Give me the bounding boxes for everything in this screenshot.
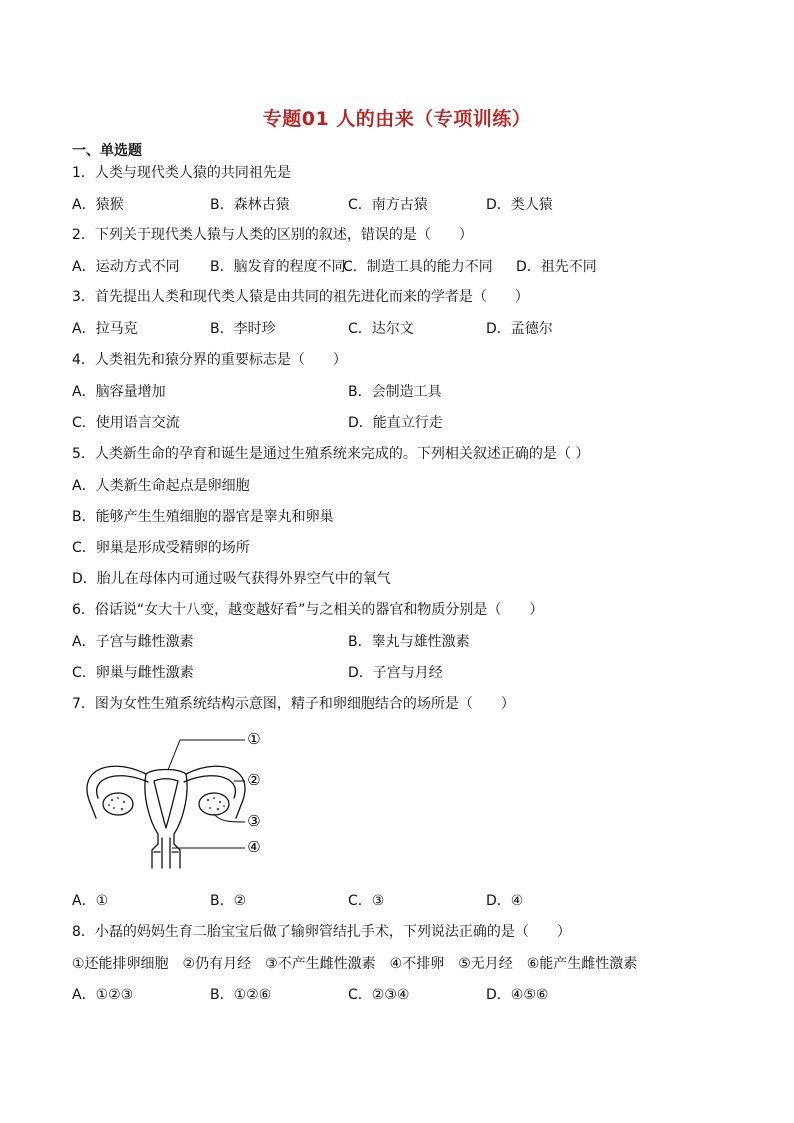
right-ovary xyxy=(199,793,229,815)
question-2-option-a[interactable]: A．运动方式不同 xyxy=(72,259,180,275)
diagram-label-3: ③ xyxy=(247,813,261,830)
question-8-statements: ①还能排卵细胞 ②仍有月经 ③不产生雌性激素 ④不排卵 ⑤无月经 ⑥能产生雌性激素 xyxy=(72,956,638,972)
question-3-option-a[interactable]: A．拉马克 xyxy=(72,321,138,337)
uterus-diagram-svg xyxy=(82,726,282,871)
question-6-option-d[interactable]: D．子宫与月经 xyxy=(348,665,443,681)
question-3-option-c[interactable]: C．达尔文 xyxy=(348,321,414,337)
female-reproductive-system-diagram xyxy=(82,726,282,875)
section-heading: 一、单选题 xyxy=(72,143,142,159)
left-ovary xyxy=(103,793,133,815)
question-5-option-b[interactable]: B．能够产生生殖细胞的器官是睾丸和卵巢 xyxy=(72,509,334,525)
question-1-option-a[interactable]: A．猿猴 xyxy=(72,197,124,213)
question-2-option-d[interactable]: D．祖先不同 xyxy=(516,259,597,275)
question-4-option-d[interactable]: D．能直立行走 xyxy=(348,415,443,431)
question-1-option-c[interactable]: C．南方古猿 xyxy=(348,197,428,213)
question-5-stem: 5．人类新生命的孕育和诞生是通过生殖系统来完成的。下列相关叙述正确的是（ ） xyxy=(72,446,590,462)
question-7-option-c[interactable]: C．③ xyxy=(348,893,385,909)
question-8-option-d[interactable]: D．④⑤⑥ xyxy=(486,987,549,1003)
question-2-option-b[interactable]: B．脑发育的程度不同 xyxy=(210,259,346,275)
question-6-option-a[interactable]: A．子宫与雌性激素 xyxy=(72,634,194,650)
question-8-option-c[interactable]: C．②③④ xyxy=(348,987,410,1003)
question-4-option-a[interactable]: A．脑容量增加 xyxy=(72,384,166,400)
question-5-option-c[interactable]: C．卵巢是形成受精卵的场所 xyxy=(72,540,250,556)
question-3-stem: 3．首先提出人类和现代类人猿是由共同的祖先进化而来的学者是（ ） xyxy=(72,289,529,305)
diagram-labels xyxy=(247,731,260,856)
diagram-label-1: ① xyxy=(247,731,261,748)
question-7-option-a[interactable]: A．① xyxy=(72,893,109,909)
question-8-option-a[interactable]: A．①②③ xyxy=(72,987,134,1003)
question-2-option-c[interactable]: C．制造工具的能力不同 xyxy=(343,259,493,275)
question-2-stem: 2．下列关于现代类人猿与人类的区别的叙述，错误的是（ ） xyxy=(72,227,473,243)
question-3-option-d[interactable]: D．孟德尔 xyxy=(486,321,553,337)
question-6-option-c[interactable]: C．卵巢与雌性激素 xyxy=(72,665,194,681)
question-7-stem: 7．图为女性生殖系统结构示意图，精子和卵细胞结合的场所是（ ） xyxy=(72,696,515,712)
question-8-option-b[interactable]: B．①②⑥ xyxy=(210,987,272,1003)
question-4-option-c[interactable]: C．使用语言交流 xyxy=(72,415,180,431)
question-3-option-b[interactable]: B．李时珍 xyxy=(210,321,276,337)
question-1-option-b[interactable]: B．森林古猿 xyxy=(210,197,290,213)
question-4-stem: 4．人类祖先和猿分界的重要标志是（ ） xyxy=(72,352,347,368)
question-1-option-d[interactable]: D．类人猿 xyxy=(486,197,553,213)
question-6-stem: 6．俗话说“女大十八变，越变越好看”与之相关的器官和物质分别是（ ） xyxy=(72,602,544,618)
question-4-option-b[interactable]: B．会制造工具 xyxy=(348,384,442,400)
question-5-option-a[interactable]: A．人类新生命起点是卵细胞 xyxy=(72,478,250,494)
diagram-label-2: ② xyxy=(247,772,261,789)
question-7-option-d[interactable]: D．④ xyxy=(486,893,524,909)
page-title: 专题01 人的由来（专项训练） xyxy=(262,108,532,130)
question-5-option-d[interactable]: D．胎儿在母体内可通过吸气获得外界空气中的氧气 xyxy=(72,571,391,587)
question-6-option-b[interactable]: B．睾丸与雄性激素 xyxy=(348,634,470,650)
question-1-stem: 1．人类与现代类人猿的共同祖先是 xyxy=(72,165,291,181)
question-7-option-b[interactable]: B．② xyxy=(210,893,247,909)
question-8-stem: 8．小磊的妈妈生育二胎宝宝后做了输卵管结扎手术，下列说法正确的是（ ） xyxy=(72,924,571,940)
diagram-label-4: ④ xyxy=(247,839,261,856)
